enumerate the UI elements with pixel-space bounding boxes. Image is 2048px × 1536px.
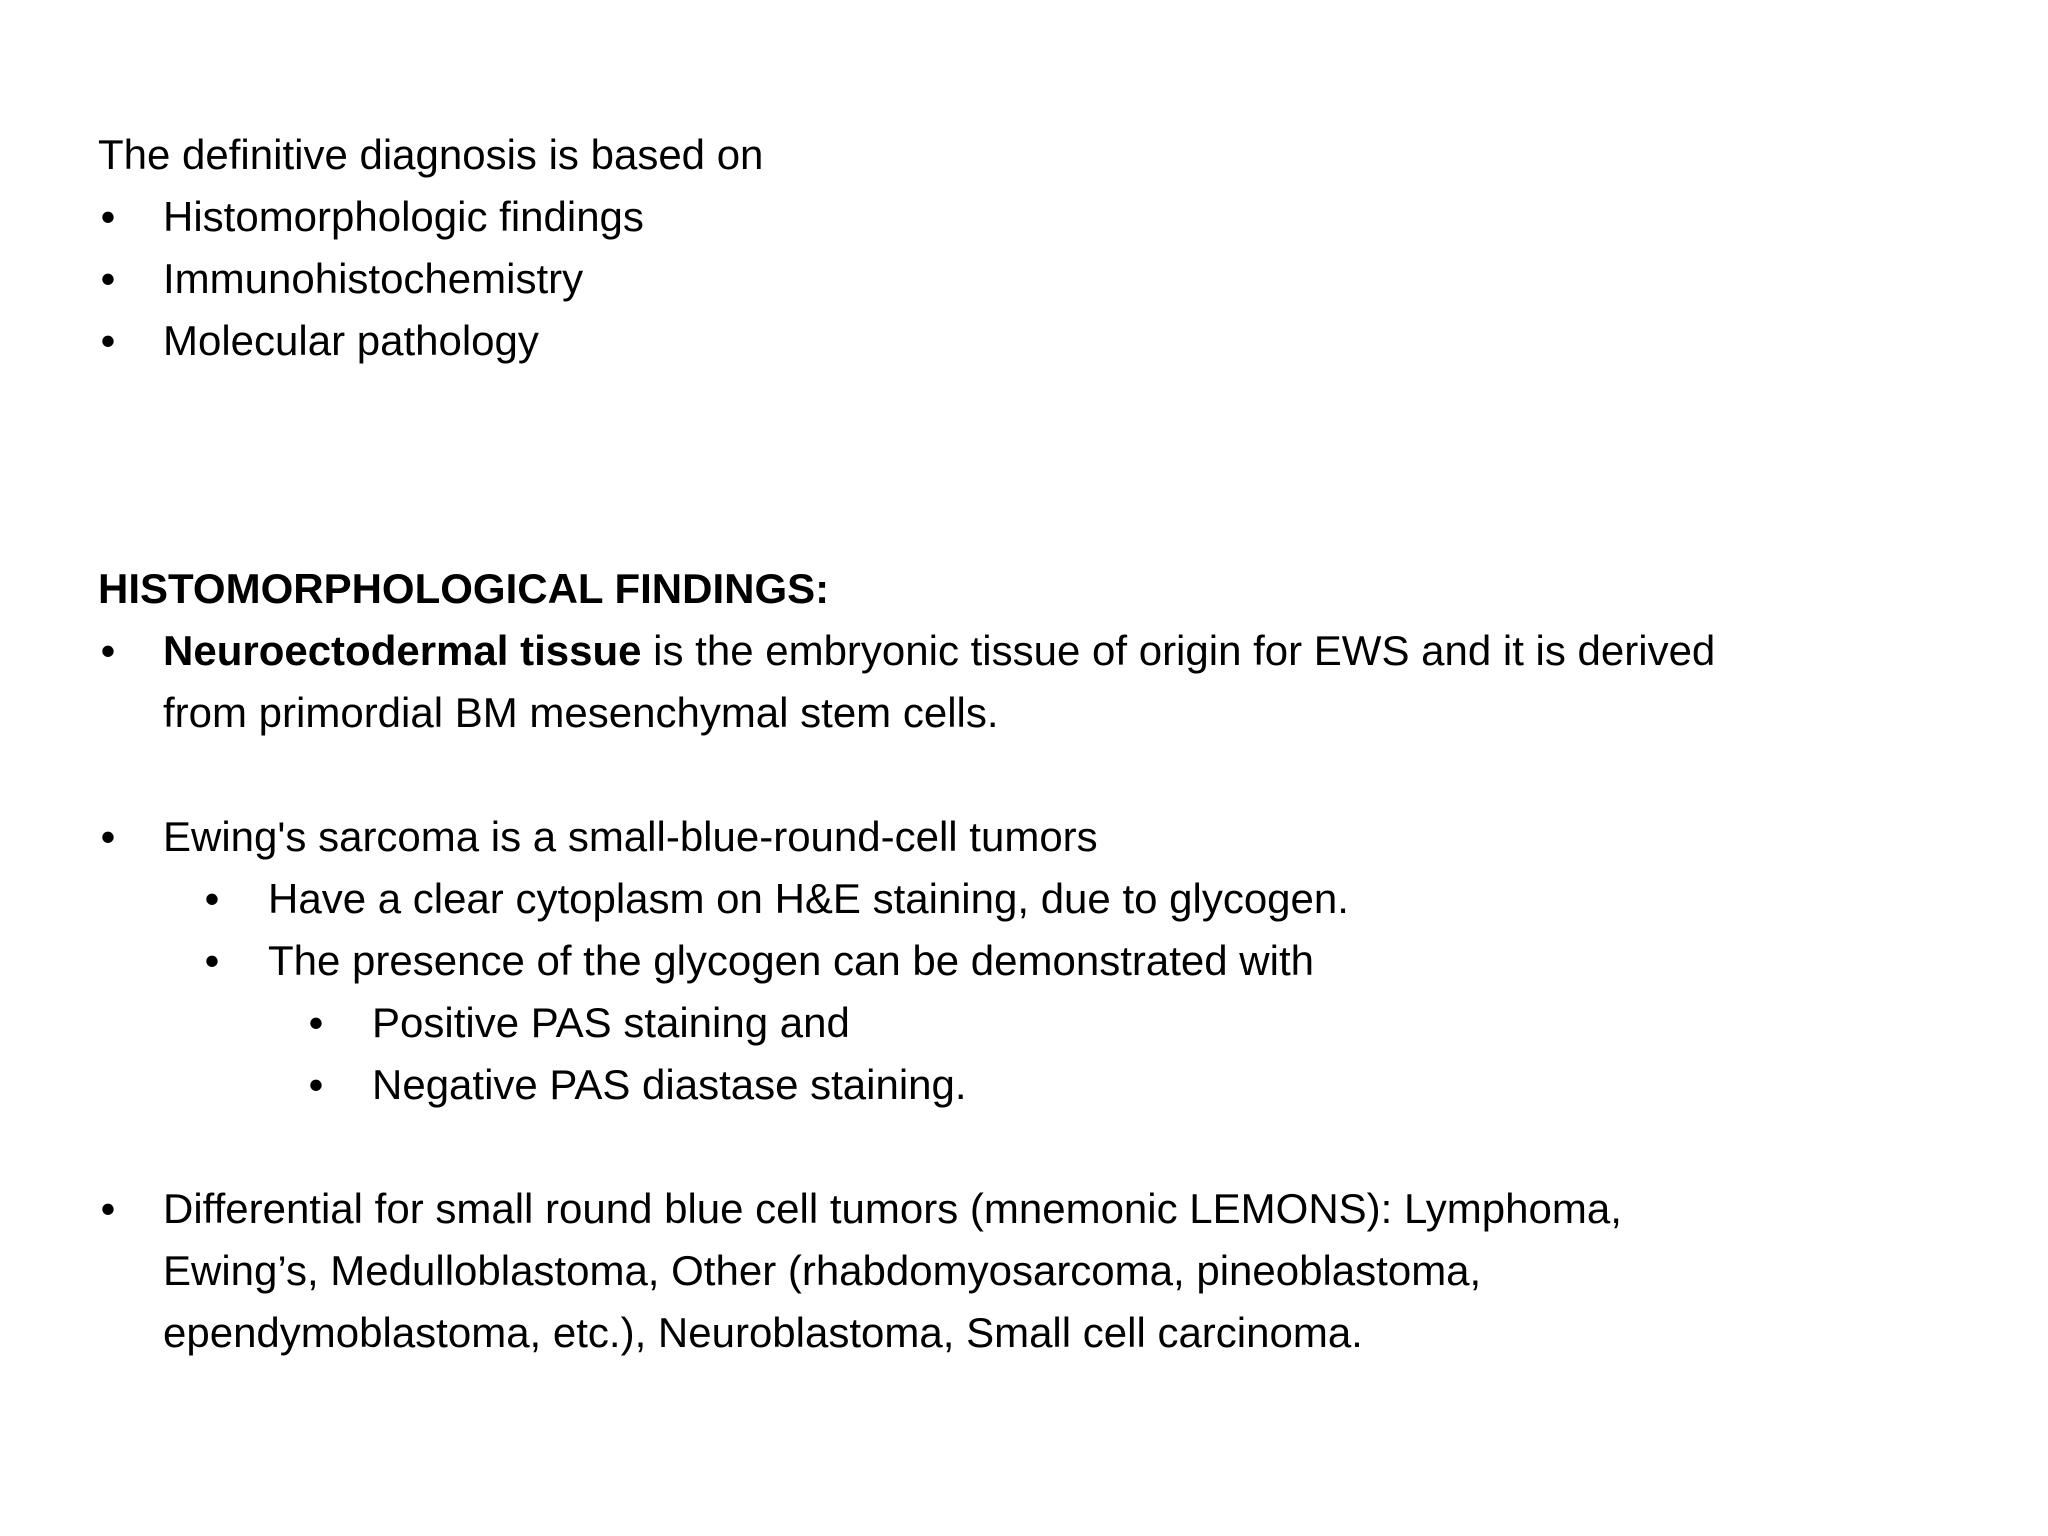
list-item-text: Ewing's sarcoma is a small-blue-round-cell tumors [163,813,1098,860]
bullet-icon: • [100,1185,116,1232]
intro-list [98,186,1978,372]
list-item-line [163,620,1978,682]
list-item [98,806,1978,868]
list-item [98,992,1978,1054]
list-item [98,1178,1978,1364]
bullet-icon: • [100,813,116,860]
bullet-icon: • [308,999,324,1046]
list-item [98,186,1978,248]
list-item-text: Immunohistochemistry [163,255,584,302]
list-item-line: Differential for small round blue cell tumors (mnemonic LEMONS): Lymphoma, [163,1185,1622,1232]
intro-text: The definitive diagnosis is based on [98,131,764,178]
bullet-icon: • [100,627,116,674]
list-item-text: Molecular pathology [163,317,539,364]
list-item-line: ependymoblastoma, etc.), Neuroblastoma, Small cell carcinoma. [163,1309,1363,1356]
bullet-icon: • [204,875,220,922]
spacer [98,372,1978,558]
bullet-icon: • [100,317,116,364]
list-item-text: Have a clear cytoplasm on H&E staining, due to glycogen. [268,875,1349,922]
list-item [98,620,1978,744]
histo-list [98,806,1978,1116]
list-item-line: Ewing’s, Medulloblastoma, Other (rhabdomyosarcoma, pineoblastoma, [163,1247,1482,1294]
spacer [98,744,1978,806]
list-item [98,248,1978,310]
spacer [98,1116,1978,1178]
bullet-icon: • [308,1061,324,1108]
list-item-line: from primordial BM mesenchymal stem cells. [163,689,999,736]
bold-term: Neuroectodermal tissue [163,627,642,674]
list-item-text: Negative PAS diastase staining. [372,1061,967,1108]
slide-content [98,124,1978,1364]
section-heading: HISTOMORPHOLOGICAL FINDINGS: [98,565,830,612]
list-item [98,1054,1978,1116]
list-item-text: The presence of the glycogen can be demonstrated with [268,937,1314,984]
histo-list [98,620,1978,744]
list-item [98,930,1978,992]
histo-list [98,1178,1978,1364]
bullet-icon: • [100,193,116,240]
list-item [98,310,1978,372]
list-item-text: Positive PAS staining and [372,999,850,1046]
bullet-icon: • [100,255,116,302]
list-item-text: is the embryonic tissue of origin for EWS and it is derived [641,627,1716,674]
list-item [98,868,1978,930]
list-item-text: Histomorphologic findings [163,193,644,240]
bullet-icon: • [204,937,220,984]
